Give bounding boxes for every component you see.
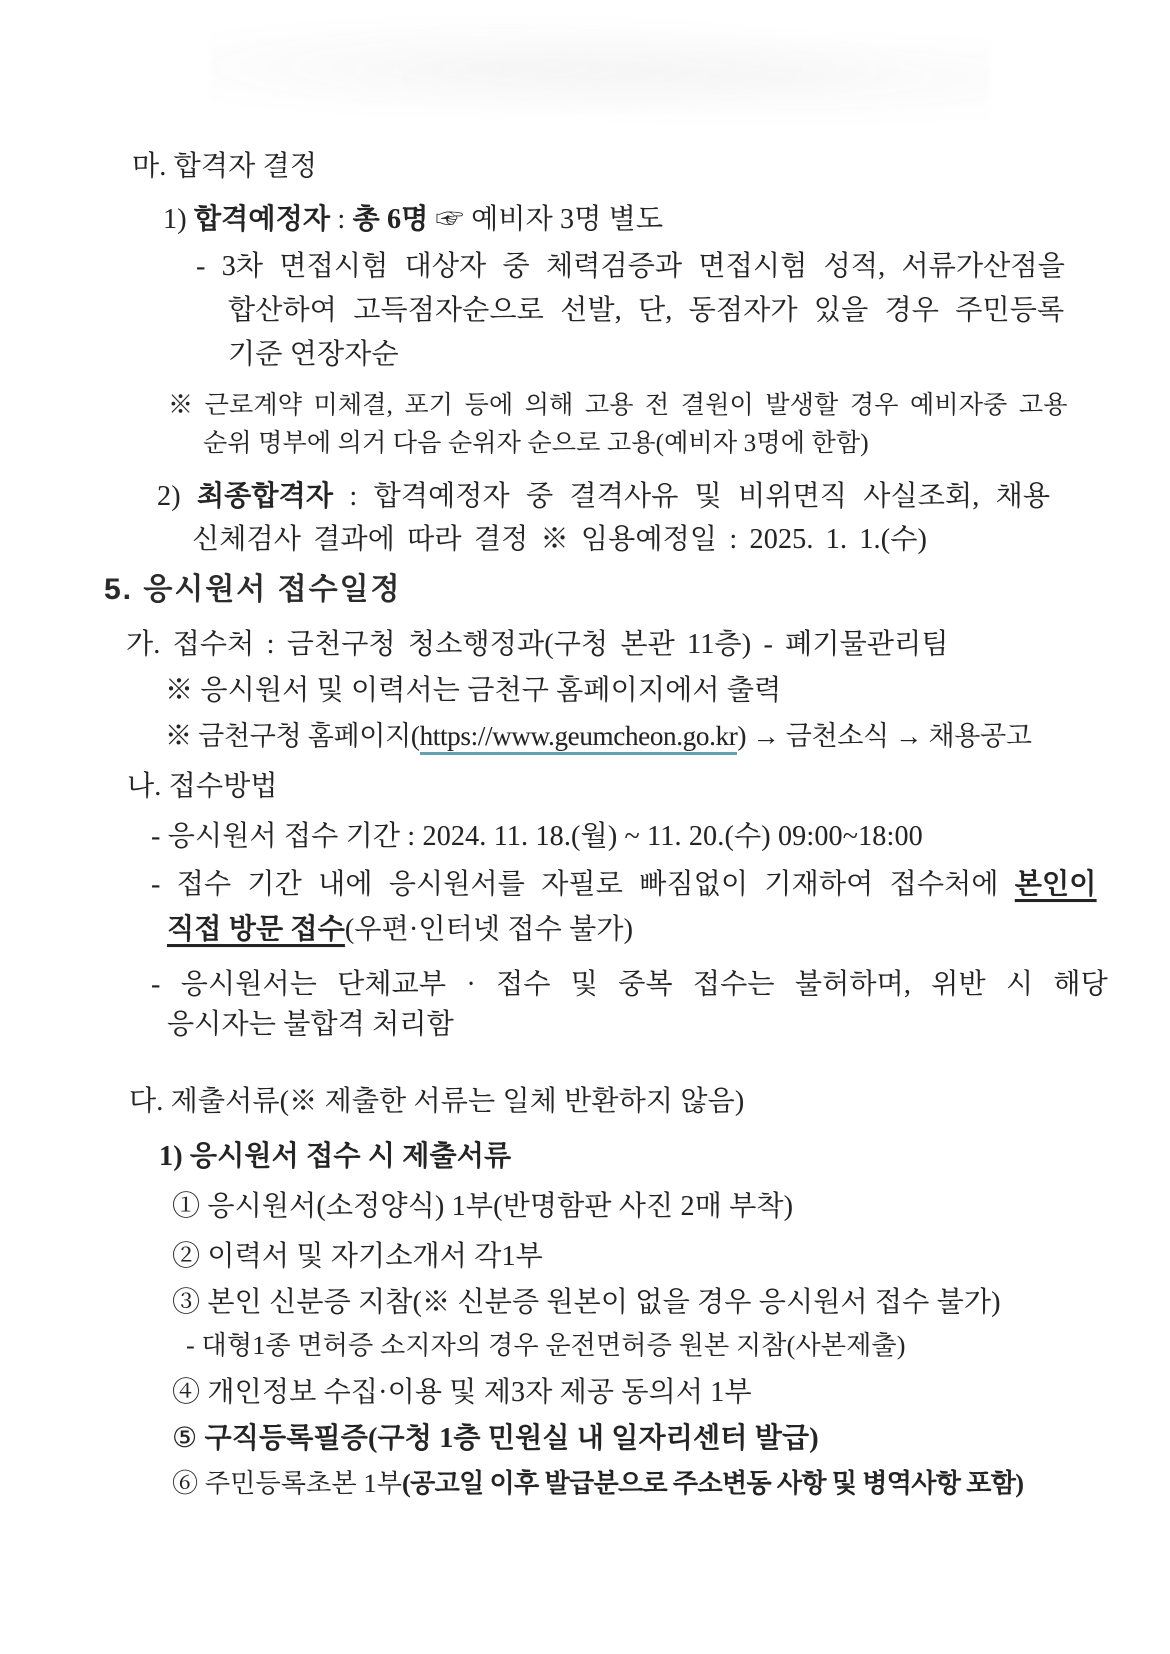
in-person-emphasis-2: 직접 방문 접수 (167, 914, 345, 945)
subheading-documents-at-reception: 1) 응시원서 접수 시 제출서류 (159, 1141, 512, 1172)
note-homepage-path: ※ 금천구청 홈페이지(https://www.geumcheon.go.kr) → 금천소식 → 채용공고 (165, 720, 1032, 752)
bullet-in-person-line2 (167, 913, 633, 947)
item-final-passers-line2: 신체검사 결과에 따라 결정 ※ 임용예정일 : 2025. 1. 1.(수) (192, 524, 928, 555)
doc-item-5-job-registration (172, 1422, 819, 1456)
doc-item-3-id-card: ③ 본인 신분증 지참(※ 신분증 원본이 없을 경우 응시원서 접수 불가) (172, 1287, 1001, 1318)
doc-item-4-privacy-consent: ④ 개인정보 수집·이용 및 제3자 제공 동의서 1부 (172, 1377, 752, 1408)
bullet-reception-period: - 응시원서 접수 기간 : 2024. 11. 18.(월) ~ 11. 20.(수) 09:00~18:00 (151, 821, 923, 852)
expected-passers-label: 합격예정자 (193, 204, 331, 235)
note-vacancy-line1: ※ 근로계약 미체결, 포기 등에 의해 고용 전 결원이 발생할 경우 예비자중 고용 (168, 392, 1068, 419)
doc-item-3-sub-license: - 대형1종 면허증 소지자의 경우 운전면허증 원본 지참(사본제출) (186, 1331, 906, 1360)
heading-section5: 5. 응시원서 접수일정 (104, 573, 402, 606)
homepage-url-link[interactable]: https://www.geumcheon.go.kr (420, 721, 738, 755)
bullet-in-person-line1: - 접수 기간 내에 응시원서를 자필로 빠짐없이 기재하여 접수처에 본인이 (151, 869, 1097, 900)
doc-item-1-application-form: ① 응시원서(소정양식) 1부(반명함판 사진 2매 부착) (172, 1191, 794, 1222)
note-form-print: ※ 응시원서 및 이력서는 금천구 홈페이지에서 출력 (165, 675, 782, 706)
bullet-no-duplicate-line1: - 응시원서는 단체교부 · 접수 및 중복 접수는 불허하며, 위반 시 해당 (151, 969, 1108, 1000)
item-number: 1) (163, 204, 194, 235)
item-number: ⑤ (172, 1423, 205, 1454)
total-count: 총 6명 (352, 204, 429, 235)
scan-noise-artifact (210, 15, 990, 130)
item-final-passers-line1: 2) 최종합격자 : 합격예정자 중 결격사유 및 비위면직 사실조회, 채용 (157, 481, 1051, 512)
job-registration-emphasis: 구직등록필증(구청 1층 민원실 내 일자리센터 발급) (204, 1423, 819, 1454)
bullet-selection-method-line3: 기준 연장자순 (228, 339, 399, 370)
resident-register-emphasis: (공고일 이후 발급분으로 주소변동 사항 및 병역사항 포함) (402, 1469, 1024, 1498)
homepage-menu-path: ) → 금천소식 → 채용공고 (737, 721, 1032, 751)
final-passers-label: 최종합격자 (196, 481, 334, 512)
note-vacancy-line2: 순위 명부에 의거 다음 순위자 순으로 고용(예비자 3명에 한함) (203, 430, 869, 457)
doc-item-2-resume: ② 이력서 및 자기소개서 각1부 (172, 1241, 543, 1272)
item-expected-passers: 1) 합격예정자 : 총 6명 ☞ 예비자 3명 별도 (163, 204, 664, 235)
doc-item-6-resident-register: ⑥ 주민등록초본 1부(공고일 이후 발급분으로 주소변동 사항 및 병역사항 포함) (172, 1469, 1024, 1498)
item-number: 2) (157, 481, 197, 512)
item-reception-place: 가. 접수처 : 금천구청 청소행정과(구청 본관 11층) - 폐기물관리팀 (126, 629, 949, 660)
heading-submission-documents: 다. 제출서류(※ 제출한 서류는 일체 반환하지 않음) (129, 1086, 745, 1117)
no-mail-note: (우편·인터넷 접수 불가) (344, 914, 634, 945)
heading-pass-decision: 마. 합격자 결정 (132, 151, 318, 182)
bullet-selection-method-line1: - 3차 면접시험 대상자 중 체력검증과 면접시험 성적, 서류가산점을 (196, 251, 1065, 282)
heading-reception-method: 나. 접수방법 (127, 771, 278, 802)
reserve-count-note: ☞ 예비자 3명 별도 (428, 204, 664, 235)
in-person-emphasis-1: 본인이 (1014, 869, 1097, 900)
bullet-no-duplicate-line2: 응시자는 불합격 처리함 (167, 1009, 454, 1040)
bullet-selection-method-line2: 합산하여 고득점자순으로 선발, 단, 동점자가 있을 경우 주민등록 (228, 295, 1065, 326)
